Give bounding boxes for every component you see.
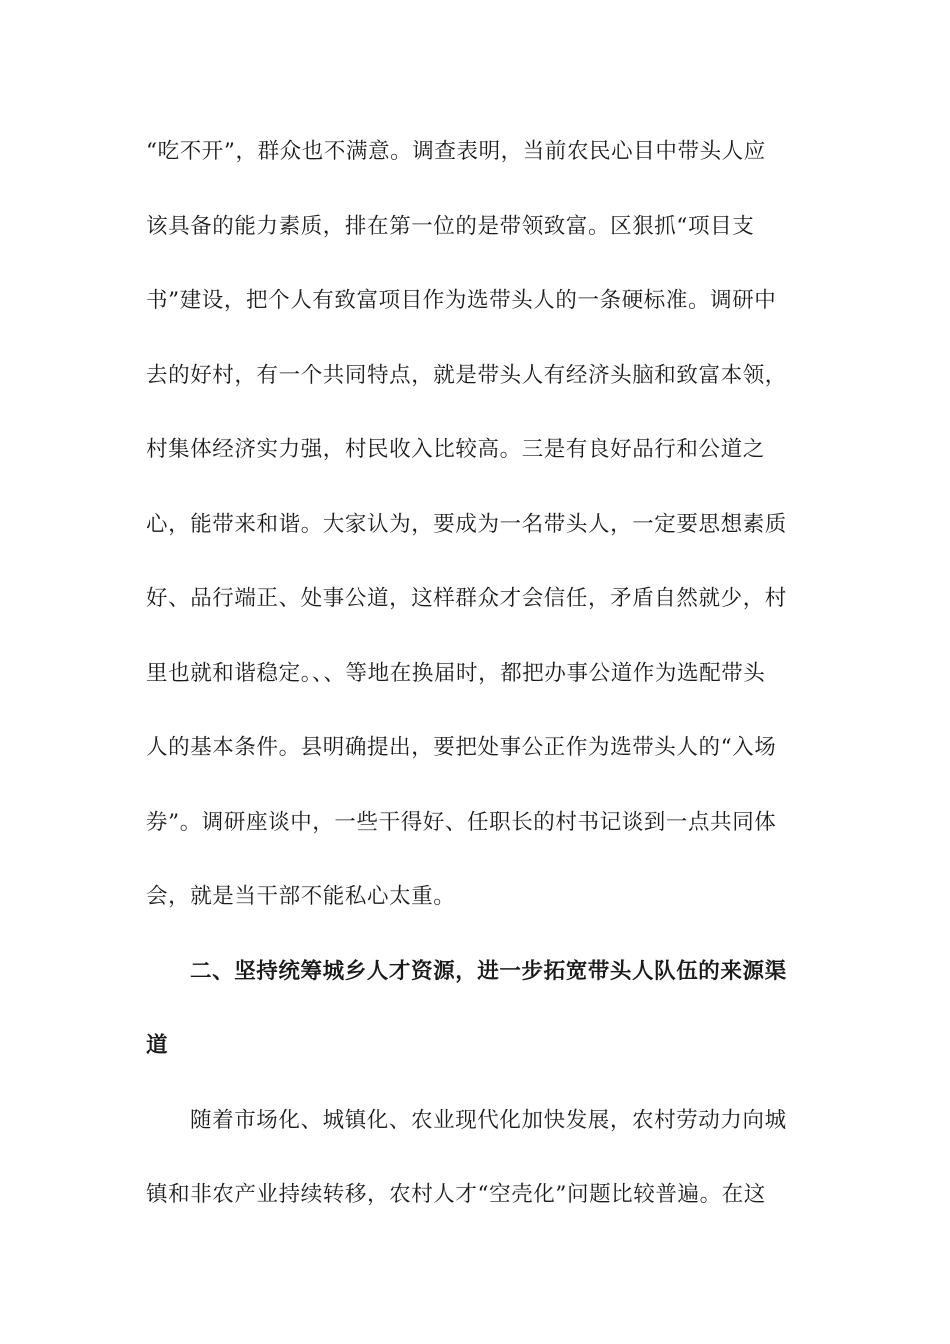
body-line: 镇和非农产业持续转移，农村人才“空壳化”问题比较普遍。在这 [146, 1182, 766, 1207]
section-heading-continued: 道 [146, 1033, 169, 1058]
body-line: 随着市场化、城镇化、农业现代化加快发展，农村劳动力向城 [190, 1107, 787, 1133]
body-line: 好、品行端正、处事公道，这样群众才会信任，矛盾自然就少，村 [146, 586, 787, 611]
section-heading: 二、坚持统筹城乡人才资源，进一步拓宽带头人队伍的来源渠 [190, 958, 787, 984]
body-line: 人的基本条件。县明确提出，要把处事公正作为选带头人的“入场 [146, 735, 777, 760]
body-line: 村集体经济实力强，村民收入比较高。三是有良好品行和公道之 [146, 437, 765, 462]
body-line: 里也就和谐稳定。、、等地在换届时，都把办事公道作为选配带头 [146, 660, 766, 686]
body-line: 会，就是当干部不能私心太重。 [146, 884, 456, 909]
document-body [146, 124, 806, 1242]
body-line: 该具备的能力素质，排在第一位的是带领致富。区狠抓“项目支 [146, 213, 755, 239]
body-line: 书”建设，把个人有致富项目作为选带头人的一条硬标准。调研中 [146, 288, 777, 313]
body-line: 心，能带来和谐。大家认为，要成为一名带头人，一定要思想素质 [146, 511, 787, 537]
body-line: “吃不开”，群众也不满意。调查表明，当前农民心目中带头人应 [146, 139, 766, 164]
body-line: 去的好村，有一个共同特点，就是带头人有经济头脑和致富本领， [146, 362, 787, 388]
body-line: 券”。调研座谈中，一些干得好、任职长的村书记谈到一点共同体 [146, 809, 777, 835]
